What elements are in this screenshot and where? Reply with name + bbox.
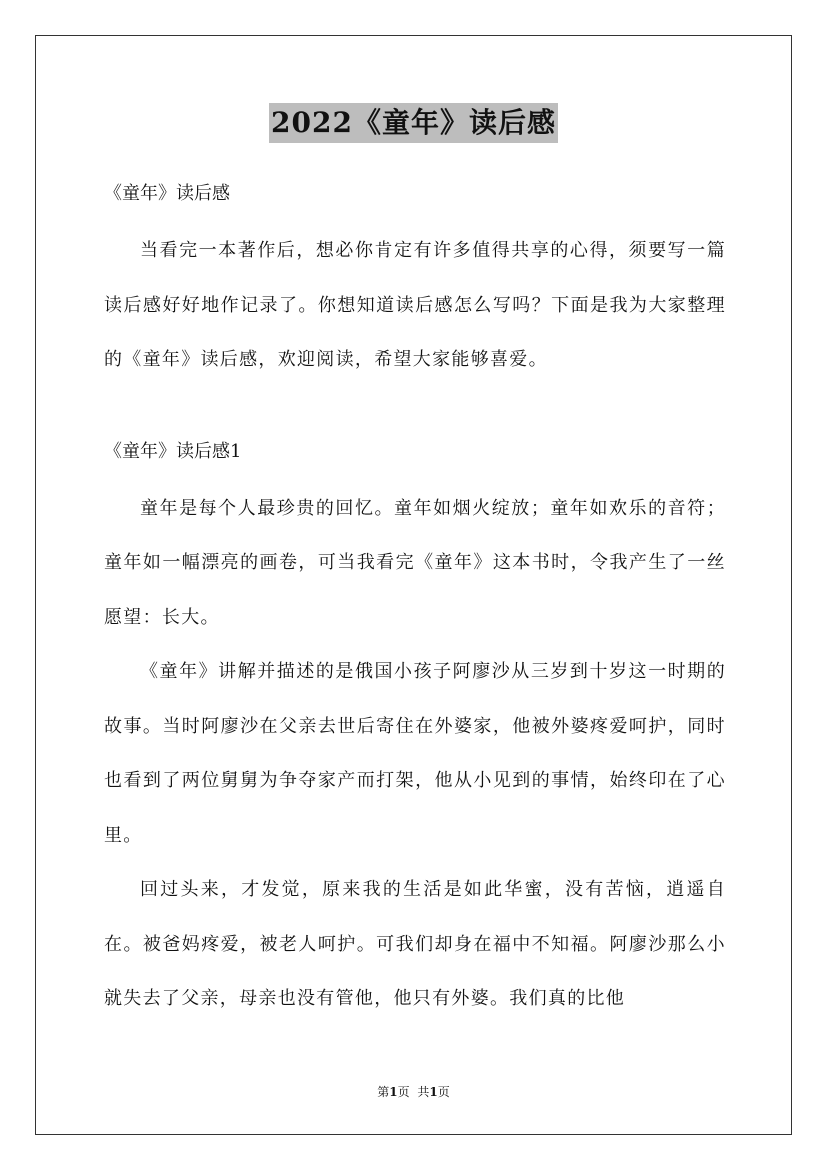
document-title: 2022《童年》读后感 [269, 103, 558, 143]
total-prefix: 共 [417, 1085, 430, 1099]
total-suffix: 页 [437, 1085, 450, 1099]
total-pages: 1 [429, 1085, 438, 1099]
page-number: 1 [389, 1085, 398, 1099]
body-paragraph: 《童年》讲解并描述的是俄国小孩子阿廖沙从三岁到十岁这一时期的故事。当时阿廖沙在父亲去世后寄住在外婆家，他被外婆疼爱呵护，同时也看到了两位舅舅为争夺家产而打架，他从小见到的事情，始终印在了心里。 [104, 661, 726, 846]
intro-heading: 《童年》读后感 [104, 183, 230, 204]
title-container [0, 103, 827, 143]
body-paragraph: 回过头来，才发觉，原来我的生活是如此华蜜，没有苦恼，逍遥自在。被爸妈疼爱，被老人呵护。可我们却身在福中不知福。阿廖沙那么小就失去了父亲，母亲也没有管他，他只有外婆。我们真的比他 [104, 879, 726, 1009]
page-footer [0, 1082, 827, 1102]
page-suffix: 页 [397, 1085, 410, 1099]
body-paragraph: 童年是每个人最珍贵的回忆。童年如烟火绽放；童年如欢乐的音符；童年如一幅漂亮的画卷，可当我看完《童年》这本书时，令我产生了一丝愿望：长大。 [104, 497, 726, 628]
intro-paragraph: 当看完一本著作后，想必你肯定有许多值得共享的心得，须要写一篇读后感好好地作记录了。你想知道读后感怎么写吗？下面是我为大家整理的《童年》读后感，欢迎阅读，希望大家能够喜爱。 [104, 240, 726, 370]
section-heading: 《童年》读后感1 [104, 440, 242, 462]
page-prefix: 第 [377, 1085, 390, 1099]
document-body [104, 170, 726, 1027]
